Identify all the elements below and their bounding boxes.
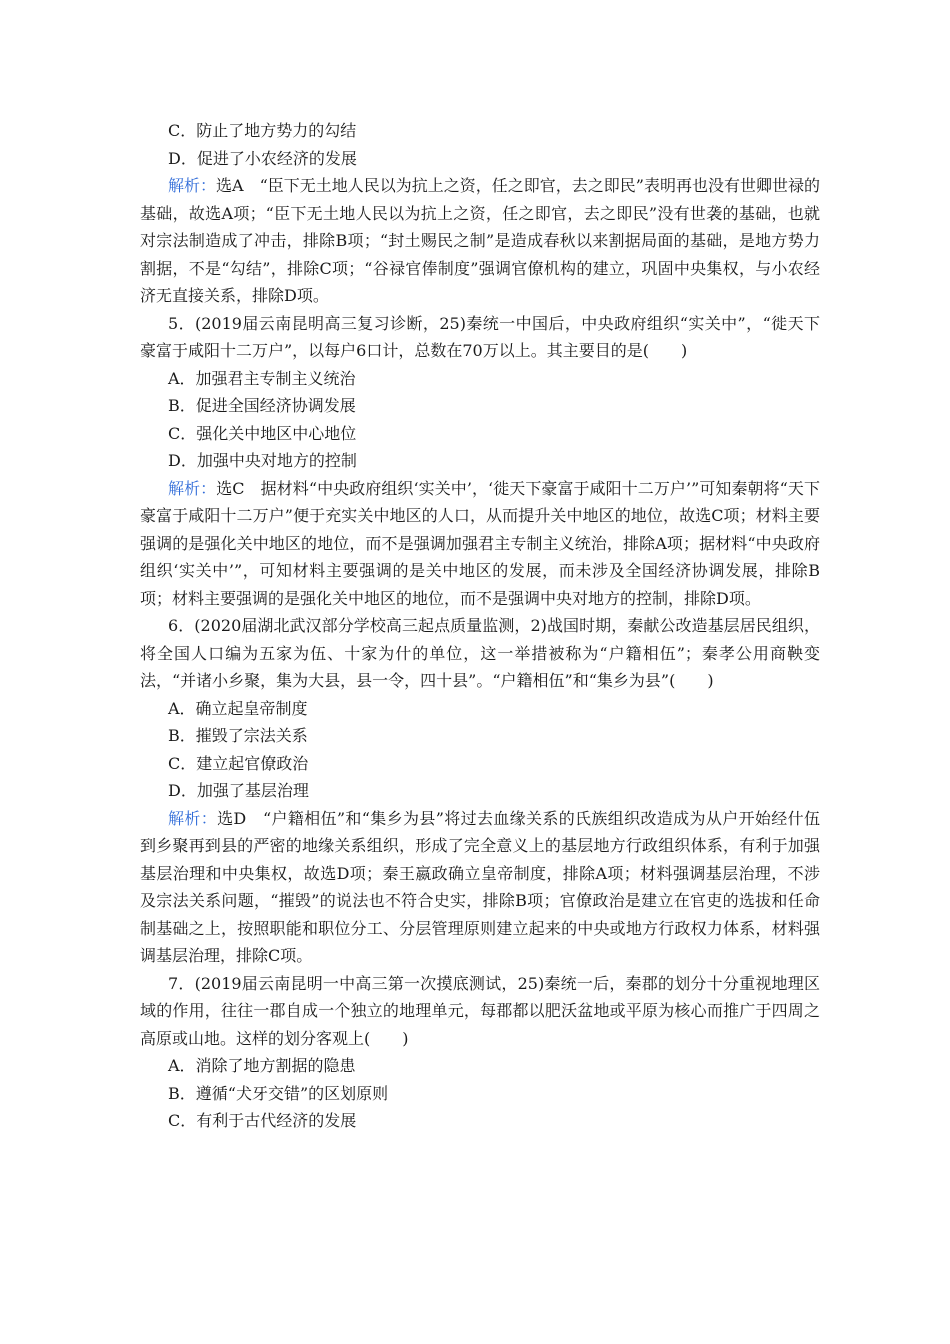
q4-analysis-text: 选A “臣下无土地人民以为抗上之资，任之即官，去之即民”表明再也没有世卿世禄的基础，故选A项；“臣下无土地人民以为抗上之资，任之即官，去之即民”没有世袭的基础，也就对宗法制造成了冲击，排除B项；“封土赐民之制”是造成春秋以来割据局面的基础，是地方势力割据，不是“勾结”，排除C项；“谷禄官俸制度”强调官僚机构的建立，巩固中央集权，与小农经济无直接关系，排除D项。 <box>140 176 820 305</box>
q5-analysis <box>140 475 820 613</box>
q6-analysis-text: 选D “户籍相伍”和“集乡为县”将过去血缘关系的氏族组织改造成为从户开始经什伍到乡聚再到县的严密的地缘关系组织，形成了完全意义上的基层地方行政组织体系，有利于加强基层治理和中央集权，故选D项；秦王嬴政确立皇帝制度，排除A项；材料强调基层治理，不涉及宗法关系问题，“摧毁”的说法也不符合史实，排除B项；官僚政治是建立在官吏的选拔和任命制基础之上，按照职能和职位分工、分层管理原则建立起来的中央或地方行政权力体系，材料强调基层治理，排除C项。 <box>140 808 820 965</box>
q7-stem: 7．(2019届云南昆明一中高三第一次摸底测试，25)秦统一后，秦郡的划分十分重视地理区域的作用，往往一郡自成一个独立的地理单元，每郡都以肥沃盆地或平原为核心而推广于四周之高原或山地。这样的划分客观上( ) <box>140 973 820 1048</box>
q6-analysis-label: 解析： <box>168 808 218 828</box>
question-4 <box>140 117 820 310</box>
q6-option-d: D．加强了基层治理 <box>168 781 309 800</box>
q4-option-d: D．促进了小农经济的发展 <box>168 148 357 168</box>
question-6 <box>140 612 820 970</box>
q5-option-b: B．促进全国经济协调发展 <box>168 396 356 415</box>
q5-option-d: D．加强中央对地方的控制 <box>168 451 357 470</box>
q5-analysis-text: 选C 据材料“中央政府组织‘实关中’，‘徙天下豪富于咸阳十二万户’”可知秦朝将“天下豪富于咸阳十二万户”便于充实关中地区的人口，从而提升关中地区的地位，故选C项；材料主要强调的是强化关中地区的地位，而不是强调加强君主专制主义统治，排除A项；据材料“中央政府组织‘实关中’”，可知材料主要强调的是关中地区的发展，而未涉及全国经济协调发展，排除B项；材料主要强调的是强化关中地区的地位，而不是强调中央对地方的控制，排除D项。 <box>140 478 820 608</box>
q6-option-a: A．确立起皇帝制度 <box>168 698 308 718</box>
q7-option-a: A．消除了地方割据的隐患 <box>168 1056 356 1075</box>
q4-analysis <box>140 172 820 310</box>
q4-option-c: C．防止了地方势力的勾结 <box>168 121 357 140</box>
page-content <box>140 117 820 1135</box>
q7-option-b: B．遵循“犬牙交错”的区划原则 <box>168 1083 389 1103</box>
q5-analysis-label: 解析： <box>168 478 217 498</box>
q6-option-c: C．建立起官僚政治 <box>168 753 309 773</box>
question-5 <box>140 310 820 613</box>
q6-analysis <box>140 805 820 970</box>
q6-option-b: B．摧毁了宗法关系 <box>168 726 308 745</box>
q5-option-a: A．加强君主专制主义统治 <box>168 368 356 388</box>
q4-analysis-label: 解析： <box>168 176 217 195</box>
question-7 <box>140 970 820 1135</box>
q7-option-c: C．有利于古代经济的发展 <box>168 1111 357 1130</box>
q5-stem: 5．(2019届云南昆明高三复习诊断，25)秦统一中国后，中央政府组织“实关中”，“徙天下豪富于咸阳十二万户”，以每户6口计，总数在70万以上。其主要目的是( ) <box>140 313 820 360</box>
q6-stem: 6．(2020届湖北武汉部分学校高三起点质量监测，2)战国时期，秦献公改造基层居民组织，将全国人口编为五家为伍、十家为什的单位，这一举措被称为“户籍相伍”；秦孝公用商鞅变法，“并诸小乡聚，集为大县，县一令，四十县”。“户籍相伍”和“集乡为县”( ) <box>140 616 820 690</box>
q5-option-c: C．强化关中地区中心地位 <box>168 423 357 443</box>
